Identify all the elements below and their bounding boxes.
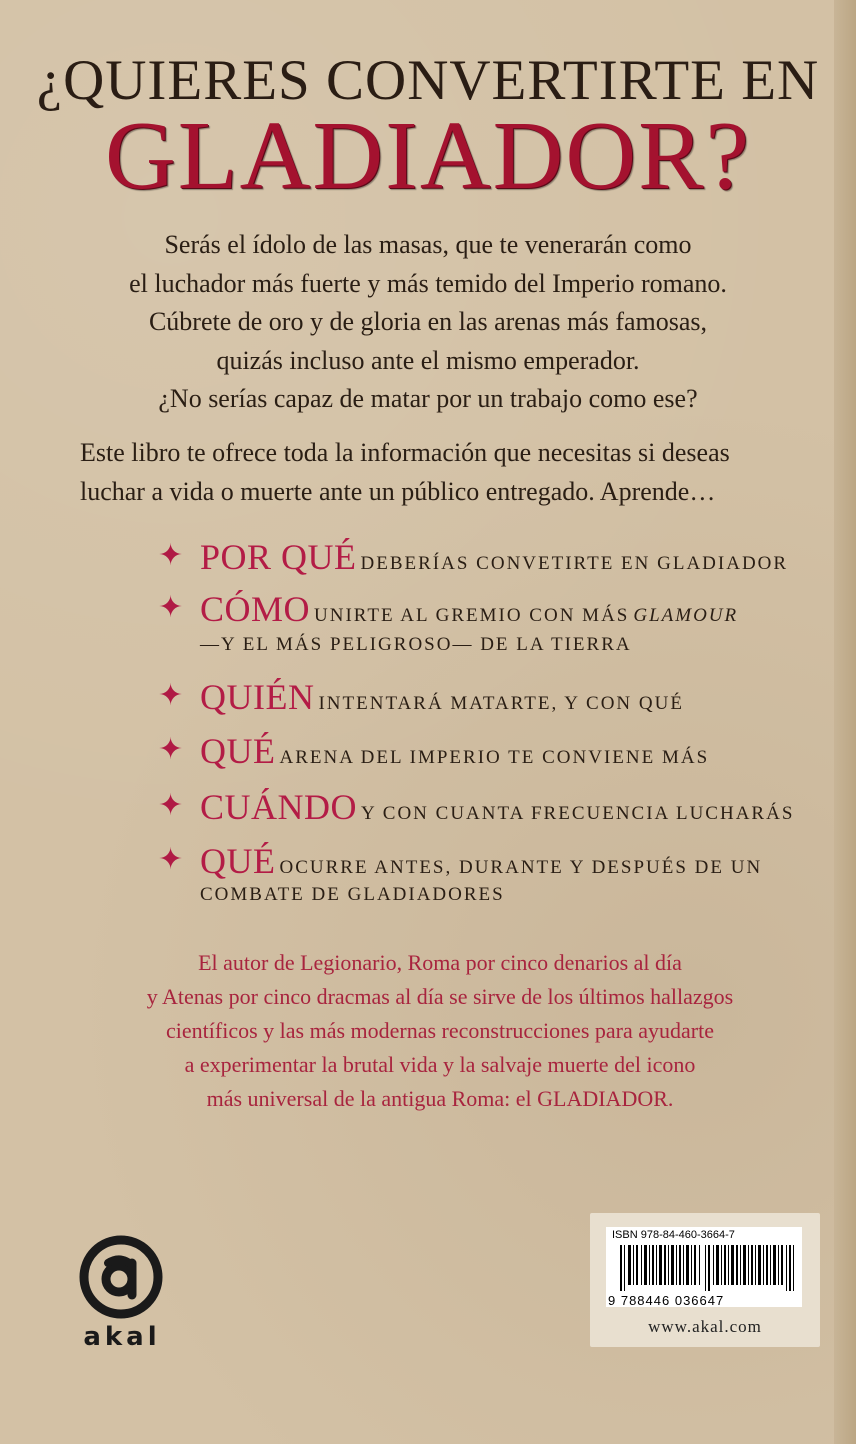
feature-text: DEBERÍAS CONVETIRTE EN GLADIADOR [360, 553, 789, 574]
feature-item-line [200, 786, 794, 828]
intro-line: quizás incluso ante el mismo emperador. [216, 345, 640, 375]
heading-title: GLADIADOR? [105, 102, 751, 210]
feature-text-continued: COMBATE DE GLADIADORES [200, 884, 505, 905]
publisher-name: akal [83, 1322, 161, 1352]
lead-paragraph [80, 434, 800, 511]
lead-line: luchar a vida o muerte ante un público entregado. Aprende… [80, 476, 716, 506]
blurb-line: y Atenas por cinco dracmas al día se sirve de los últimos hallazgos [146, 984, 734, 1009]
feature-keyword: CÓMO [200, 589, 311, 629]
feature-item-line [200, 676, 684, 718]
publisher-website: www.akal.com [648, 1317, 762, 1336]
feature-item-line [200, 536, 788, 578]
feature-keyword: CUÁNDO [200, 787, 358, 827]
feature-item-line [200, 634, 632, 656]
feature-emphasis: GLAMOUR [633, 605, 739, 626]
lead-line: Este libro te ofrece toda la información que necesitas si deseas [80, 438, 730, 467]
feature-text-continued: —Y EL MÁS PELIGROSO— DE LA TIERRA [200, 634, 632, 655]
diamond-bullet-icon: ✦ [158, 733, 184, 766]
barcode-icon [620, 1245, 796, 1291]
feature-keyword: QUIÉN [200, 677, 315, 717]
feature-item-line [200, 884, 505, 906]
feature-keyword: POR QUÉ [200, 537, 357, 577]
barcode-label [606, 1227, 802, 1307]
intro-paragraph [60, 226, 796, 419]
diamond-bullet-icon: ✦ [158, 679, 184, 712]
intro-line: ¿No serías capaz de matar por un trabajo como ese? [158, 384, 698, 413]
blurb-line: científicos y las más modernas reconstrucciones para ayudarte [166, 1018, 714, 1043]
feature-text: OCURRE ANTES, DURANTE Y DESPUÉS DE UN [279, 857, 763, 878]
feature-text: INTENTARÁ MATARTE, Y CON QUÉ [318, 693, 684, 714]
isbn-text: ISBN 978-84-460-3664-7 [612, 1229, 735, 1241]
feature-keyword: QUÉ [200, 731, 276, 771]
intro-line: Serás el ídolo de las masas, que te venerarán como [164, 230, 692, 259]
cover-edge [834, 0, 856, 1444]
feature-item-line [200, 840, 762, 882]
blurb-line: a experimentar la brutal vida y la salvaje muerte del icono [184, 1052, 696, 1077]
feature-item-line [200, 730, 709, 772]
heading-line-1: ¿QUIERES CONVERTIRTE EN [36, 49, 820, 112]
diamond-bullet-icon: ✦ [158, 789, 184, 822]
blurb-line: El autor de Legionario, Roma por cinco denarios al día [198, 950, 682, 975]
feature-item-line [200, 588, 738, 630]
intro-line: Cúbrete de oro y de gloria en las arenas más famosas, [148, 307, 708, 336]
feature-text: ARENA DEL IMPERIO TE CONVIENE MÁS [279, 747, 710, 768]
diamond-bullet-icon: ✦ [158, 591, 184, 624]
barcode-digits: 9 788446 036647 [608, 1293, 725, 1308]
feature-text: Y CON CUANTA FRECUENCIA LUCHARÁS [361, 803, 795, 824]
author-blurb [100, 946, 780, 1116]
diamond-bullet-icon: ✦ [158, 843, 184, 876]
isbn-block [590, 1213, 820, 1347]
blurb-line: más universal de la antigua Roma: el GLADIADOR. [206, 1086, 674, 1111]
intro-line: el luchador más fuerte y más temido del Imperio romano. [129, 268, 727, 298]
feature-text: UNIRTE AL GREMIO CON MÁS [314, 605, 630, 626]
feature-keyword: QUÉ [200, 841, 276, 881]
diamond-bullet-icon: ✦ [158, 539, 184, 572]
